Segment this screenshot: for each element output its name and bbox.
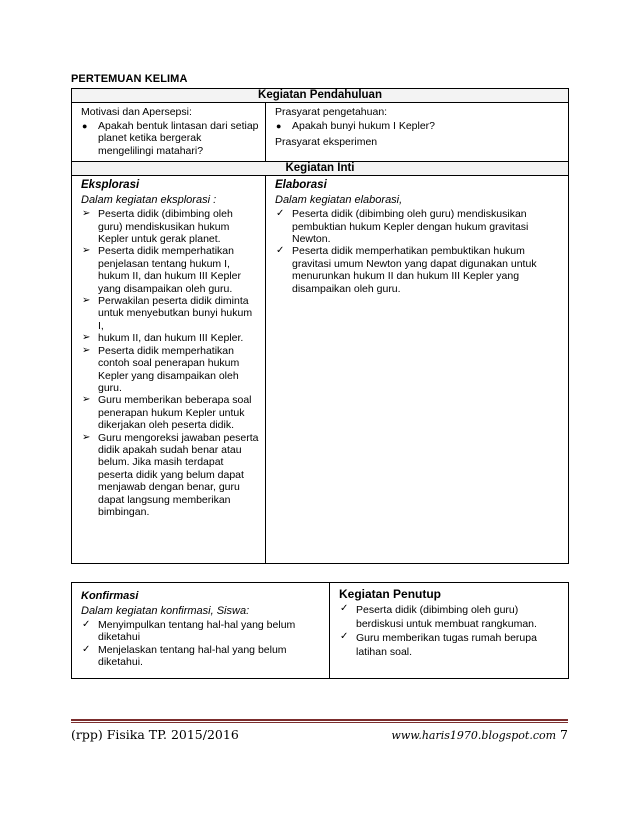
page-title: PERTEMUAN KELIMA <box>71 73 188 85</box>
list-item: ➢ Peserta didik memperhatikan contoh soal penerapan hukum Kepler yang disampaikan oleh guru. <box>82 344 240 394</box>
konfirmasi-list <box>81 619 323 669</box>
arrow-bullet-icon: ➢ <box>82 431 91 443</box>
inti-header: Kegiatan Inti <box>72 162 569 176</box>
check-icon: ✓ <box>82 619 91 630</box>
prasyarat-cell <box>266 103 569 162</box>
eksplorasi-subtitle: Dalam kegiatan eksplorasi : <box>81 194 217 207</box>
check-icon: ✓ <box>276 245 285 257</box>
lesson-table <box>71 88 569 564</box>
eksplorasi-list <box>81 208 259 518</box>
bullet-dot-icon: ● <box>276 121 282 131</box>
konfirmasi-subtitle: Dalam kegiatan konfirmasi, Siswa: <box>81 605 250 617</box>
list-item: ✓ Menyimpulkan tentang hal-hal yang belum diketahui <box>82 619 296 644</box>
list-item: ➢ Guru memberikan beberapa soal penerapan hukum Kepler untuk dikerjakan oleh peserta didik. <box>82 394 252 432</box>
list-item: ✓ Peserta didik (dibimbing oleh guru) mendiskusikan pembuktian hukum Kepler dengan hukum gravitasi Newton. <box>276 208 529 246</box>
footer-divider-thin <box>71 722 568 723</box>
motivasi-cell <box>72 103 266 162</box>
eksplorasi-title: Eksplorasi <box>81 179 140 192</box>
elaborasi-cell <box>266 176 569 564</box>
closing-table <box>71 582 569 679</box>
check-icon: ✓ <box>82 643 91 655</box>
list-item: ● Apakah bentuk lintasan dari setiap planet ketika bergerak mengelilingi matahari? <box>82 120 259 157</box>
list-item: ➢ Perwakilan peserta didik diminta untuk menyebutkan bunyi hukum I, <box>82 295 253 332</box>
list-item: ✓ Peserta didik (dibimbing oleh guru) berdiskusi untuk membuat rangkuman. <box>340 603 537 630</box>
list-item: ✓ Menjelaskan tentang hal-hal yang belum diketahui. <box>82 643 287 669</box>
elaborasi-subtitle: Dalam kegiatan elaborasi, <box>275 194 403 207</box>
footer-right <box>391 727 568 742</box>
konfirmasi-title: Konfirmasi <box>81 590 139 602</box>
prasyarat-extra: Prasyarat eksperimen <box>275 136 378 149</box>
list-item: ✓ Peserta didik memperhatikan pembuktikan hukum gravitasi umum Newton yang dapat digunakan untuk menurunkan hukum II dan hukum III Kepler yang disampaikan oleh guru. <box>276 245 537 295</box>
list-item: ➢ Guru mengoreksi jawaban peserta didik apakah sudah benar atau belum. Jika masih terdapat peserta didik yang belum dapat menjawab dengan benar, guru dapat langsung memberikan bimbingan. <box>82 431 259 518</box>
footer-divider <box>71 719 568 721</box>
konfirmasi-cell <box>72 583 330 679</box>
arrow-bullet-icon: ➢ <box>82 394 91 406</box>
list-item: ➢ Peserta didik memperhatikan penjelasan tentang hukum I, hukum II, dan hukum III Kepler yang disampaikan oleh guru. <box>82 245 241 295</box>
list-item: ● Apakah bunyi hukum I Kepler? <box>276 120 436 132</box>
list-item: ➢ Peserta didik (dibimbing oleh guru) mendiskusikan hukum Kepler untuk gerak planet. <box>82 208 233 246</box>
penutup-title: Kegiatan Penutup <box>339 587 442 601</box>
pendahuluan-header: Kegiatan Pendahuluan <box>72 89 569 103</box>
bullet-dot-icon: ● <box>82 121 88 131</box>
list-item: ✓ Guru memberikan tugas rumah berupa latihan soal. <box>340 631 537 658</box>
penutup-cell <box>330 583 569 679</box>
check-icon: ✓ <box>340 631 349 642</box>
prasyarat-title: Prasyarat pengetahuan: <box>275 106 388 118</box>
footer-left: (rpp) Fisika TP. 2015/2016 <box>71 727 239 742</box>
check-icon: ✓ <box>276 208 285 220</box>
arrow-bullet-icon: ➢ <box>82 295 91 307</box>
elaborasi-list <box>275 208 562 295</box>
page-number: 7 <box>560 727 568 742</box>
arrow-bullet-icon: ➢ <box>82 208 91 220</box>
check-icon: ✓ <box>340 603 349 614</box>
footer-site: www.haris1970.blogspot.com <box>391 729 557 742</box>
elaborasi-title: Elaborasi <box>275 179 327 192</box>
eksplorasi-cell <box>72 176 266 564</box>
motivasi-title: Motivasi dan Apersepsi: <box>81 106 192 118</box>
arrow-bullet-icon: ➢ <box>82 332 91 344</box>
arrow-bullet-icon: ➢ <box>82 344 91 356</box>
list-item: ➢ hukum II, dan hukum III Kepler. <box>82 332 244 345</box>
penutup-list <box>339 603 562 659</box>
arrow-bullet-icon: ➢ <box>82 245 91 257</box>
